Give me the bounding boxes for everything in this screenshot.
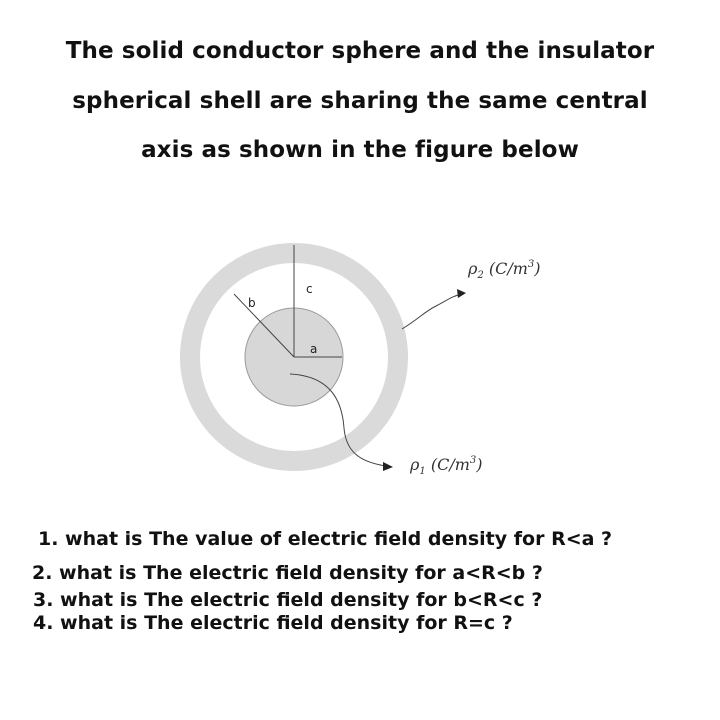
question-3: 3. what is The electric field density for b<R<c ?: [33, 589, 543, 611]
label-b: b: [248, 296, 256, 310]
rho2-arrowhead: [457, 289, 466, 298]
rho1-arrowhead: [383, 462, 393, 471]
question-1: 1. what is The value of electric field density for R<a ?: [38, 528, 613, 550]
rho1-label: $\rho_1$ $(C/m^3)$: [410, 455, 483, 477]
title-line-3: axis as shown in the figure below: [141, 137, 579, 163]
title-line-1: The solid conductor sphere and the insulator: [65, 38, 655, 64]
rho2-label: $\rho_2$ $(C/m^3)$: [468, 259, 541, 281]
title-line-2: spherical shell are sharing the same central: [72, 88, 648, 114]
label-a: a: [310, 342, 318, 356]
question-4: 4. what is The electric field density for R=c ?: [33, 612, 513, 634]
rho2-leader: [402, 294, 462, 329]
label-c: c: [306, 282, 313, 296]
question-2: 2. what is The electric field density for a<R<b ?: [32, 562, 543, 584]
